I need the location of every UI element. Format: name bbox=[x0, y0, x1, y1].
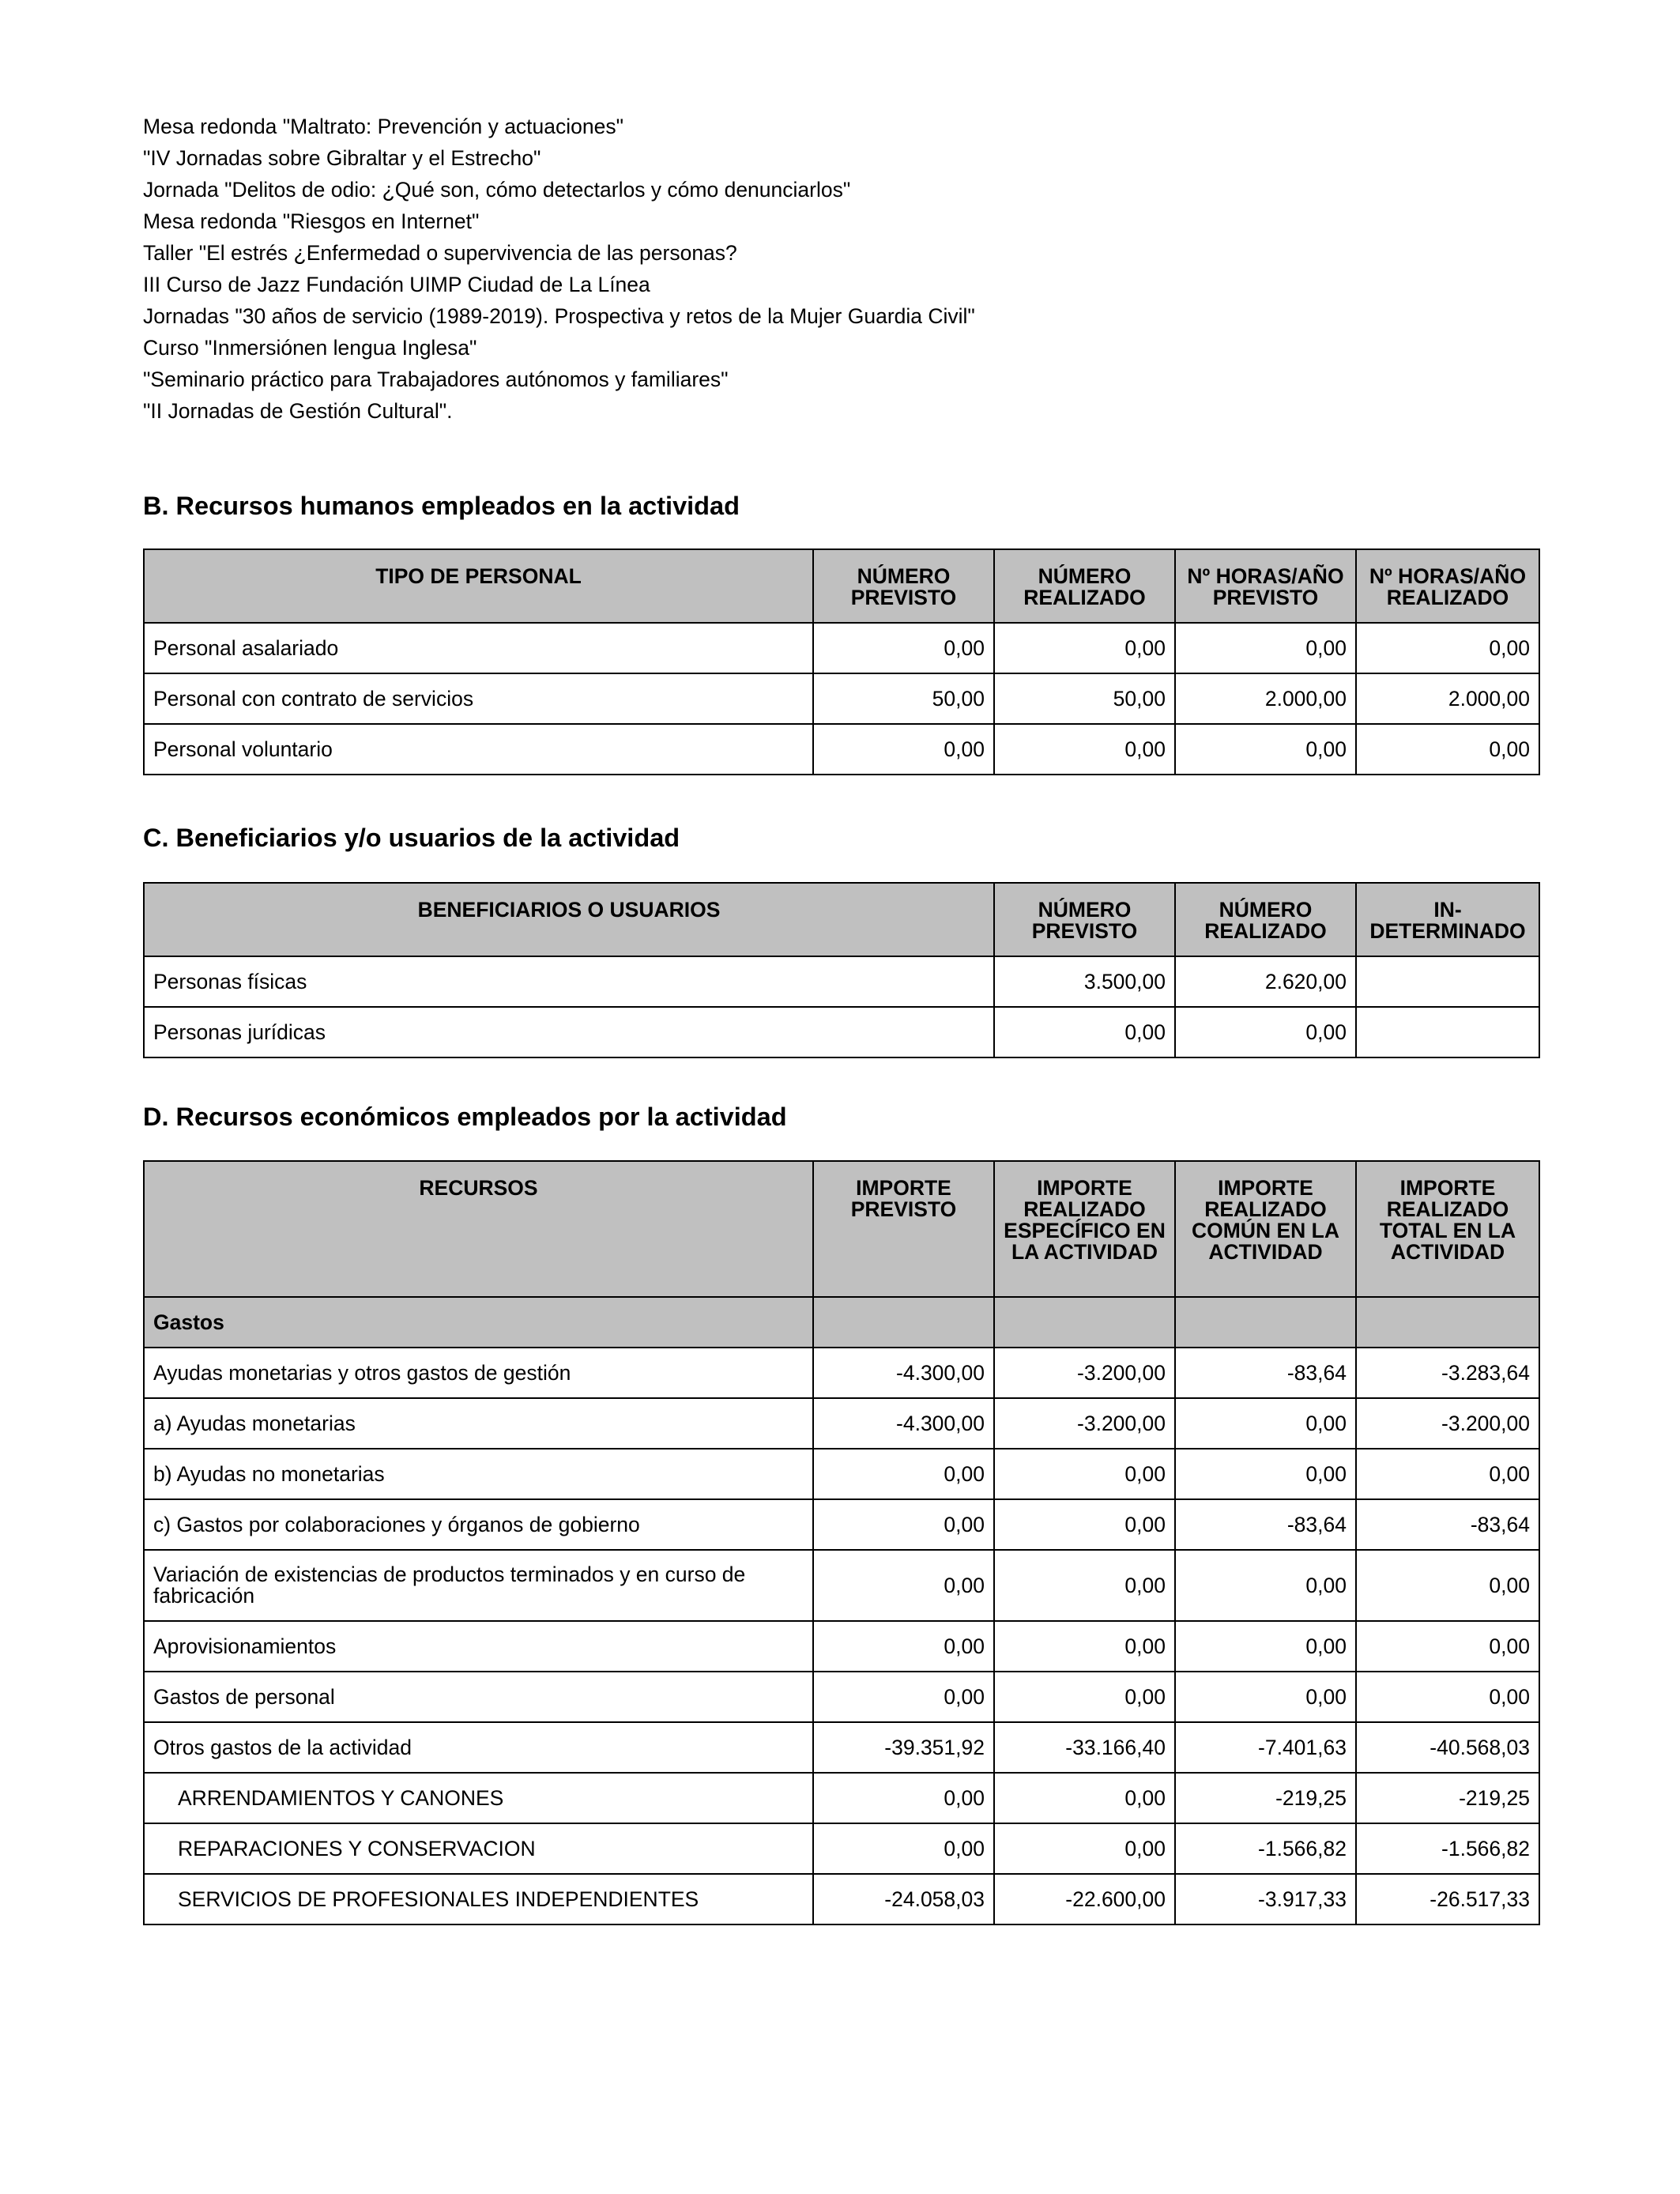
cell-value: 0,00 bbox=[994, 1823, 1175, 1874]
cell-value: -4.300,00 bbox=[813, 1348, 994, 1398]
cell-value: -219,25 bbox=[1175, 1773, 1356, 1823]
cell-value: -83,64 bbox=[1356, 1499, 1539, 1550]
activity-item: III Curso de Jazz Fundación UIMP Ciudad de La Línea bbox=[143, 273, 650, 296]
row-label: Aprovisionamientos bbox=[144, 1621, 813, 1672]
cell-value: -3.917,33 bbox=[1175, 1874, 1356, 1924]
cell-value: -4.300,00 bbox=[813, 1398, 994, 1449]
cell-empty bbox=[813, 1297, 994, 1348]
cell-value: 0,00 bbox=[994, 623, 1175, 673]
row-label: Otros gastos de la actividad bbox=[144, 1722, 813, 1773]
table-row bbox=[144, 1823, 1539, 1874]
cell-value: 0,00 bbox=[1175, 1449, 1356, 1499]
table-row bbox=[144, 1007, 1539, 1057]
cell-value bbox=[1356, 956, 1539, 1007]
table-row bbox=[144, 1398, 1539, 1449]
col-header-tipo-personal: TIPO DE PERSONAL bbox=[144, 549, 813, 623]
col-header-indeterminado: IN-DETERMINADO bbox=[1356, 883, 1539, 956]
cell-value: 0,00 bbox=[994, 1773, 1175, 1823]
cell-value: 0,00 bbox=[994, 1621, 1175, 1672]
table-row bbox=[144, 1672, 1539, 1722]
cell-value: -39.351,92 bbox=[813, 1722, 994, 1773]
row-label: b) Ayudas no monetarias bbox=[144, 1449, 813, 1499]
cell-value: 0,00 bbox=[994, 1007, 1175, 1057]
activity-item: "Seminario práctico para Trabajadores autónomos y familiares" bbox=[143, 368, 729, 391]
table-row bbox=[144, 1449, 1539, 1499]
cell-value: 0,00 bbox=[813, 1672, 994, 1722]
cell-value: 0,00 bbox=[813, 1773, 994, 1823]
cell-value: 50,00 bbox=[994, 673, 1175, 724]
row-label: Personal asalariado bbox=[144, 623, 813, 673]
cell-value: -3.200,00 bbox=[1356, 1398, 1539, 1449]
table-row bbox=[144, 1499, 1539, 1550]
cell-value: 0,00 bbox=[994, 724, 1175, 775]
col-header-numero-realizado: NÚMERO REALIZADO bbox=[1175, 883, 1356, 956]
row-label: a) Ayudas monetarias bbox=[144, 1398, 813, 1449]
cell-value: 0,00 bbox=[813, 724, 994, 775]
activity-item: "IV Jornadas sobre Gibraltar y el Estrecho" bbox=[143, 146, 541, 170]
cell-value: 0,00 bbox=[1175, 1007, 1356, 1057]
cell-value: -22.600,00 bbox=[994, 1874, 1175, 1924]
cell-value: 0,00 bbox=[813, 1449, 994, 1499]
row-label: SERVICIOS DE PROFESIONALES INDEPENDIENTES bbox=[144, 1874, 813, 1924]
cell-empty bbox=[1356, 1297, 1539, 1348]
section-c-title: C. Beneficiarios y/o usuarios de la actividad bbox=[143, 824, 680, 852]
row-label: Personal voluntario bbox=[144, 724, 813, 775]
cell-value: 0,00 bbox=[994, 1672, 1175, 1722]
section-label-gastos: Gastos bbox=[144, 1297, 813, 1348]
cell-value: -24.058,03 bbox=[813, 1874, 994, 1924]
col-header-numero-previsto: NÚMERO PREVISTO bbox=[813, 549, 994, 623]
table-row bbox=[144, 956, 1539, 1007]
cell-value: 3.500,00 bbox=[994, 956, 1175, 1007]
row-label: Personas jurídicas bbox=[144, 1007, 994, 1057]
table-row bbox=[144, 673, 1539, 724]
col-header-horas-previsto: Nº HORAS/AÑO PREVISTO bbox=[1175, 549, 1356, 623]
table-section-row bbox=[144, 1297, 1539, 1348]
document-page bbox=[143, 111, 1539, 1911]
cell-value: 0,00 bbox=[1175, 724, 1356, 775]
activity-item: "II Jornadas de Gestión Cultural". bbox=[143, 399, 453, 423]
activity-item: Taller "El estrés ¿Enfermedad o supervivencia de las personas? bbox=[143, 241, 737, 265]
cell-value: 0,00 bbox=[1356, 623, 1539, 673]
table-row bbox=[144, 1621, 1539, 1672]
cell-value: 2.000,00 bbox=[1356, 673, 1539, 724]
cell-value: 50,00 bbox=[813, 673, 994, 724]
cell-value: 0,00 bbox=[1356, 724, 1539, 775]
col-header-importe-comun: IMPORTE REALIZADO COMÚN EN LA ACTIVIDAD bbox=[1175, 1161, 1356, 1297]
col-header-importe-previsto: IMPORTE PREVISTO bbox=[813, 1161, 994, 1297]
cell-value bbox=[1356, 1007, 1539, 1057]
cell-value: 0,00 bbox=[1175, 623, 1356, 673]
cell-value: 0,00 bbox=[994, 1499, 1175, 1550]
table-row bbox=[144, 1874, 1539, 1924]
cell-value: 0,00 bbox=[1356, 1672, 1539, 1722]
human-resources-table bbox=[143, 548, 1540, 775]
cell-value: 0,00 bbox=[994, 1550, 1175, 1621]
cell-value: -3.200,00 bbox=[994, 1398, 1175, 1449]
col-header-numero-realizado: NÚMERO REALIZADO bbox=[994, 549, 1175, 623]
cell-value: -7.401,63 bbox=[1175, 1722, 1356, 1773]
section-b-title: B. Recursos humanos empleados en la actividad bbox=[143, 492, 740, 520]
activity-item: Mesa redonda "Riesgos en Internet" bbox=[143, 209, 480, 233]
row-label: Personal con contrato de servicios bbox=[144, 673, 813, 724]
row-label: Gastos de personal bbox=[144, 1672, 813, 1722]
row-label: Personas físicas bbox=[144, 956, 994, 1007]
activity-item: Mesa redonda "Maltrato: Prevención y actuaciones" bbox=[143, 115, 624, 138]
cell-value: 0,00 bbox=[1175, 1672, 1356, 1722]
table-row bbox=[144, 1722, 1539, 1773]
activity-item: Jornada "Delitos de odio: ¿Qué son, cómo detectarlos y cómo denunciarlos" bbox=[143, 178, 851, 202]
cell-value: 2.620,00 bbox=[1175, 956, 1356, 1007]
row-label: c) Gastos por colaboraciones y órganos de gobierno bbox=[144, 1499, 813, 1550]
cell-value: -83,64 bbox=[1175, 1499, 1356, 1550]
cell-value: 0,00 bbox=[813, 1550, 994, 1621]
cell-value: 0,00 bbox=[1175, 1550, 1356, 1621]
cell-value: -26.517,33 bbox=[1356, 1874, 1539, 1924]
cell-value: -3.283,64 bbox=[1356, 1348, 1539, 1398]
cell-empty bbox=[994, 1297, 1175, 1348]
col-header-beneficiarios: BENEFICIARIOS O USUARIOS bbox=[144, 883, 994, 956]
cell-value: 0,00 bbox=[813, 1621, 994, 1672]
economic-resources-table bbox=[143, 1160, 1540, 1925]
row-label: ARRENDAMIENTOS Y CANONES bbox=[144, 1773, 813, 1823]
cell-value: -83,64 bbox=[1175, 1348, 1356, 1398]
row-label: Variación de existencias de productos terminados y en curso de fabricación bbox=[144, 1550, 813, 1621]
col-header-importe-total: IMPORTE REALIZADO TOTAL EN LA ACTIVIDAD bbox=[1356, 1161, 1539, 1297]
cell-value: -1.566,82 bbox=[1175, 1823, 1356, 1874]
row-label: REPARACIONES Y CONSERVACION bbox=[144, 1823, 813, 1874]
cell-value: 0,00 bbox=[813, 623, 994, 673]
cell-value: 0,00 bbox=[813, 1823, 994, 1874]
col-header-horas-realizado: Nº HORAS/AÑO REALIZADO bbox=[1356, 549, 1539, 623]
cell-value: 0,00 bbox=[1356, 1550, 1539, 1621]
cell-value: -1.566,82 bbox=[1356, 1823, 1539, 1874]
cell-value: -3.200,00 bbox=[994, 1348, 1175, 1398]
table-row bbox=[144, 1773, 1539, 1823]
cell-value: 2.000,00 bbox=[1175, 673, 1356, 724]
table-row bbox=[144, 623, 1539, 673]
cell-value: 0,00 bbox=[813, 1499, 994, 1550]
cell-value: 0,00 bbox=[994, 1449, 1175, 1499]
section-d-title: D. Recursos económicos empleados por la actividad bbox=[143, 1103, 787, 1131]
table-row bbox=[144, 1348, 1539, 1398]
activity-item: Curso "Inmersiónen lengua Inglesa" bbox=[143, 336, 477, 360]
cell-value: -40.568,03 bbox=[1356, 1722, 1539, 1773]
cell-value: 0,00 bbox=[1356, 1449, 1539, 1499]
cell-value: 0,00 bbox=[1175, 1398, 1356, 1449]
cell-value: 0,00 bbox=[1356, 1621, 1539, 1672]
beneficiaries-table bbox=[143, 882, 1540, 1058]
cell-value: -33.166,40 bbox=[994, 1722, 1175, 1773]
row-label: Ayudas monetarias y otros gastos de gestión bbox=[144, 1348, 813, 1398]
col-header-recursos: RECURSOS bbox=[144, 1161, 813, 1297]
activity-item: Jornadas "30 años de servicio (1989-2019). Prospectiva y retos de la Mujer Guardia Civil" bbox=[143, 304, 975, 328]
cell-value: 0,00 bbox=[1175, 1621, 1356, 1672]
col-header-importe-especifico: IMPORTE REALIZADO ESPECÍFICO EN LA ACTIVIDAD bbox=[994, 1161, 1175, 1297]
cell-value: -219,25 bbox=[1356, 1773, 1539, 1823]
cell-empty bbox=[1175, 1297, 1356, 1348]
table-row bbox=[144, 1550, 1539, 1621]
table-row bbox=[144, 724, 1539, 775]
col-header-numero-previsto: NÚMERO PREVISTO bbox=[994, 883, 1175, 956]
activity-list bbox=[143, 111, 1539, 427]
